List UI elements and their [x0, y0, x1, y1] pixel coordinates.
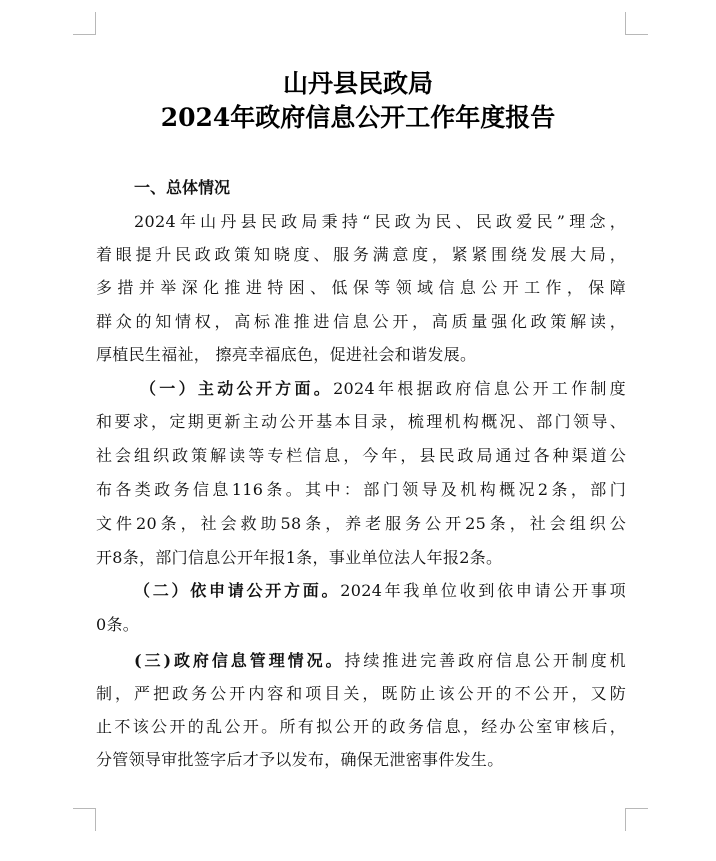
subsection-3-text: 持续推进完善政府信息公开制度机 — [344, 651, 626, 670]
section-heading: 一、总体情况 — [134, 178, 231, 197]
paragraph-line: 2024年山丹县民政局秉持“民政为民、民政爱民”理念， — [134, 212, 626, 231]
paragraph-line: 社会组织政策解读等专栏信息，今年，县民政局通过各种渠道公 — [96, 446, 626, 465]
subsection-2-label: （二）依申请公开方面。 — [134, 581, 341, 600]
subsection-2-first-line — [134, 578, 626, 604]
document-title-line1: 山丹县民政局 — [282, 69, 433, 98]
crop-mark-bottom-right — [625, 808, 648, 831]
document-title-line2: 2024年政府信息公开工作年度报告 — [160, 103, 556, 132]
paragraph-line: 多措并举深化推进特困、低保等领域信息公开工作，保障 — [96, 278, 626, 297]
subsection-2-text: 2024年我单位收到依申请公开事项 — [340, 581, 626, 600]
paragraph-line: 文件20条，社会救助58条，养老服务公开25条，社会组织公 — [96, 514, 626, 533]
paragraph-line: 分管领导审批签字后才予以发布，确保无泄密事件发生。 — [96, 750, 504, 769]
subsection-1-label: （一）主动公开方面。 — [140, 379, 334, 398]
subsection-1-first-line — [140, 376, 626, 402]
paragraph-line: 止不该公开的乱公开。所有拟公开的政务信息，经办公室审核后， — [96, 717, 626, 736]
crop-mark-top-right — [625, 12, 648, 35]
paragraph-line: 布各类政务信息116条。其中：部门领导及机构概况2条，部门 — [96, 480, 626, 499]
crop-mark-top-left — [73, 12, 96, 35]
paragraph-line: 和要求，定期更新主动公开基本目录，梳理机构概况、部门领导、 — [96, 412, 626, 431]
crop-mark-bottom-left — [73, 808, 96, 831]
paragraph-line: 0条。 — [96, 615, 140, 634]
paragraph-line: 着眼提升民政政策知晓度、服务满意度，紧紧围绕发展大局， — [96, 245, 626, 264]
subsection-3-label: (三)政府信息管理情况。 — [134, 651, 345, 670]
paragraph-line: 制，严把政务公开内容和项目关，既防止该公开的不公开，又防 — [96, 684, 626, 703]
subsection-1-text: 2024年根据政府信息公开工作制度 — [333, 379, 626, 398]
subsection-3-first-line — [134, 648, 626, 674]
paragraph-line: 厚植民生福祉， 擦亮幸福底色，促进社会和谐发展。 — [96, 345, 477, 364]
paragraph-line: 开8条，部门信息公开年报1条，事业单位法人年报2条。 — [96, 548, 503, 567]
paragraph-line: 群众的知情权，高标准推进信息公开，高质量强化政策解读， — [96, 312, 626, 331]
